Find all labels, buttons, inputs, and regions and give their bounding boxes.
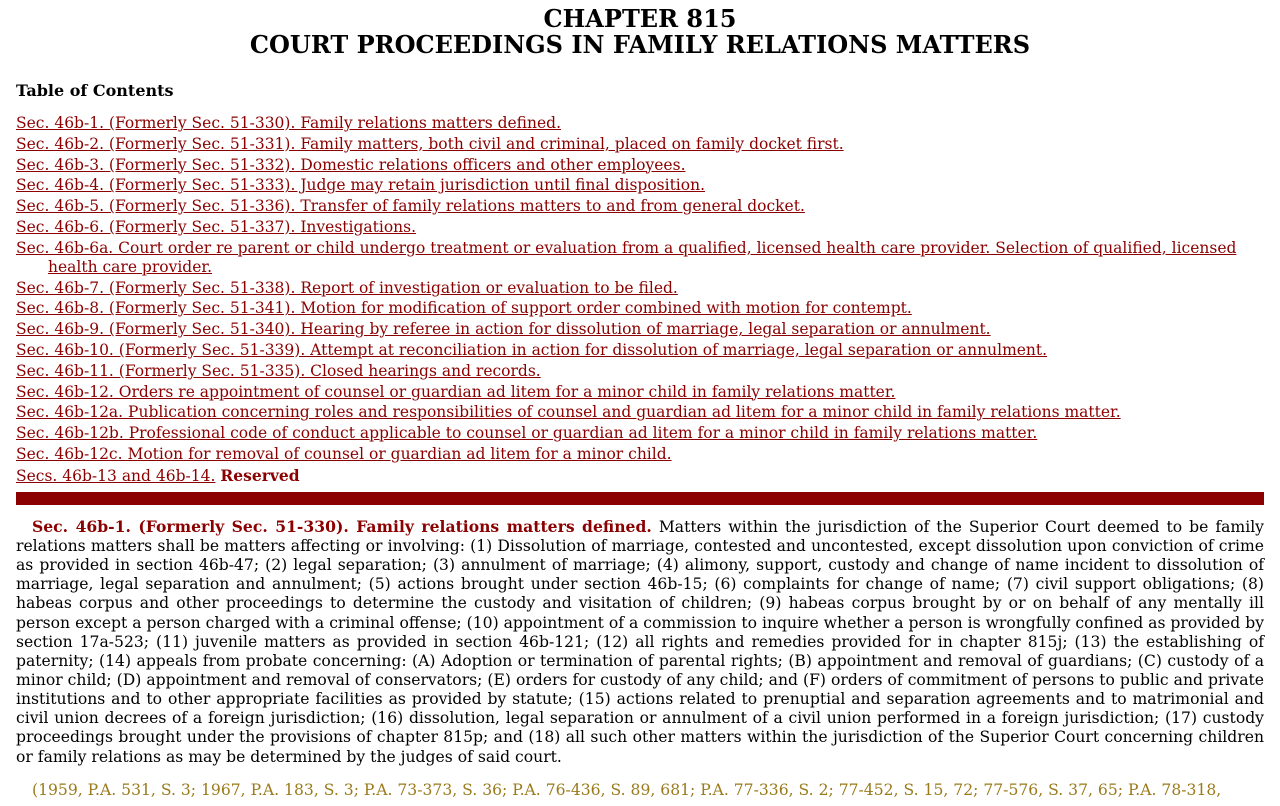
toc-link-46b-12c[interactable]: Sec. 46b-12c. Motion for removal of counsel or guardian ad litem for a minor child. <box>16 444 672 463</box>
toc-item <box>16 445 1264 464</box>
chapter-title <box>16 6 1264 58</box>
section-46b-1-text <box>16 517 1264 767</box>
section-46b-1-body: Matters within the jurisdiction of the Superior Court deemed to be family relations matters shall be matters affecting or involving: (1) Dissolution of marriage, contested and uncontested, except dissolution upon conviction of crime as provided in section 46b-47; (2) legal separation; (3) annulment of marriage; (4) alimony, support, custody and change of name incident to dissolution of marriage, legal separation and annulment; (5) actions brought under section 46b-15; (6) complaints for change of name; (7) civil support obligations; (8) habeas corpus and other proceedings to determine the custody and visitation of children; (9) habeas corpus brought by or on behalf of any mentally ill person except a person charged with a criminal offense; (10) appointment of a commission to inquire whether a person is wrongfully confined as provided by section 17a-523; (11) juvenile matters as provided in section 46b-121; (12) all rights and remedies provided for in chapter 815j; (13) the establishing of paternity; (14) appeals from probate concerning: (A) Adoption or termination of parental rights; (B) appointment and removal of guardians; (C) custody of a minor child; (D) appointment and removal of conservators; (E) orders for custody of any child; and (F) orders of commitment of persons to public and private institutions and to other appropriate facilities as provided by statute; (15) actions related to prenuptial and separation agreements and to matrimonial and civil union decrees of a foreign jurisdiction; (16) dissolution, legal separation or annulment of a civil union performed in a foreign jurisdiction; (17) custody proceedings brought under the provisions of chapter 815p; and (18) all such other matters within the jurisdiction of the Superior Court concerning children or family relations as may be determined by the judges of said court. <box>16 517 1264 766</box>
toc-link-46b-13-14[interactable]: Secs. 46b-13 and 46b-14. <box>16 466 216 485</box>
toc-link-46b-12b[interactable]: Sec. 46b-12b. Professional code of conduct applicable to counsel or guardian ad litem for a minor child in family relations matter. <box>16 424 1038 443</box>
section-46b-1-history: (1959, P.A. 531, S. 3; 1967, P.A. 183, S. 3; P.A. 73-373, S. 36; P.A. 76-436, S. 89, 681; P.A. 77-336, S. 2; 77-452, S. 15, 72; 77-576, S. 37, 65; P.A. 78-318, <box>32 780 1222 799</box>
chapter-heading: COURT PROCEEDINGS IN FAMILY RELATIONS MATTERS <box>249 30 1031 59</box>
toc-link-46b-2[interactable]: Sec. 46b-2. (Formerly Sec. 51-331). Family matters, both civil and criminal, placed on family docket first. <box>16 134 844 153</box>
toc-item <box>16 383 1264 402</box>
toc-item <box>16 239 1264 277</box>
toc-item <box>16 218 1264 237</box>
toc-item <box>16 466 1264 486</box>
toc-link-46b-7[interactable]: Sec. 46b-7. (Formerly Sec. 51-338). Report of investigation or evaluation to be filed. <box>16 278 678 297</box>
toc-item <box>16 279 1264 298</box>
toc-item <box>16 403 1264 422</box>
toc-item <box>16 197 1264 216</box>
toc-item <box>16 362 1264 381</box>
toc-link-46b-9[interactable]: Sec. 46b-9. (Formerly Sec. 51-340). Hearing by referee in action for dissolution of marriage, legal separation or annulment. <box>16 320 991 339</box>
toc-item <box>16 341 1264 360</box>
toc-heading: Table of Contents <box>16 81 174 100</box>
toc-link-46b-4[interactable]: Sec. 46b-4. (Formerly Sec. 51-333). Judge may retain jurisdiction until final disposition. <box>16 176 706 195</box>
toc-link-46b-8[interactable]: Sec. 46b-8. (Formerly Sec. 51-341). Motion for modification of support order combined with motion for contempt. <box>16 299 912 318</box>
toc-item <box>16 156 1264 175</box>
toc-link-46b-6[interactable]: Sec. 46b-6. (Formerly Sec. 51-337). Investigations. <box>16 217 417 236</box>
toc-link-46b-1[interactable]: Sec. 46b-1. (Formerly Sec. 51-330). Family relations matters defined. <box>16 114 562 132</box>
table-of-contents <box>16 114 1264 486</box>
toc-item <box>16 299 1264 318</box>
toc-link-46b-11[interactable]: Sec. 46b-11. (Formerly Sec. 51-335). Closed hearings and records. <box>16 361 541 380</box>
toc-link-46b-10[interactable]: Sec. 46b-10. (Formerly Sec. 51-339). Attempt at reconciliation in action for dissolution of marriage, legal separation or annulment. <box>16 340 1048 359</box>
section-divider <box>16 492 1264 505</box>
toc-item <box>16 176 1264 195</box>
toc-item <box>16 424 1264 443</box>
toc-link-46b-6a[interactable]: Sec. 46b-6a. Court order re parent or child undergo treatment or evaluation from a qualified, licensed health care provider. Selection of qualified, licensed health care provider. <box>16 238 1237 276</box>
statute-page <box>0 6 1280 800</box>
toc-link-46b-12a[interactable]: Sec. 46b-12a. Publication concerning roles and responsibilities of counsel and guardian ad litem for a minor child in family relations matter. <box>16 403 1121 422</box>
toc-link-46b-12[interactable]: Sec. 46b-12. Orders re appointment of counsel or guardian ad litem for a minor child in family relations matter. <box>16 382 896 401</box>
toc-item <box>16 135 1264 154</box>
toc-link-46b-3[interactable]: Sec. 46b-3. (Formerly Sec. 51-332). Domestic relations officers and other employees. <box>16 155 686 174</box>
reserved-label: Reserved <box>220 465 300 485</box>
section-46b-1-heading: Sec. 46b-1. (Formerly Sec. 51-330). Family relations matters defined. <box>32 516 652 536</box>
toc-item <box>16 114 1264 133</box>
chapter-number: CHAPTER 815 <box>543 4 737 33</box>
toc-link-46b-5[interactable]: Sec. 46b-5. (Formerly Sec. 51-336). Transfer of family relations matters to and from general docket. <box>16 197 805 216</box>
toc-item <box>16 320 1264 339</box>
